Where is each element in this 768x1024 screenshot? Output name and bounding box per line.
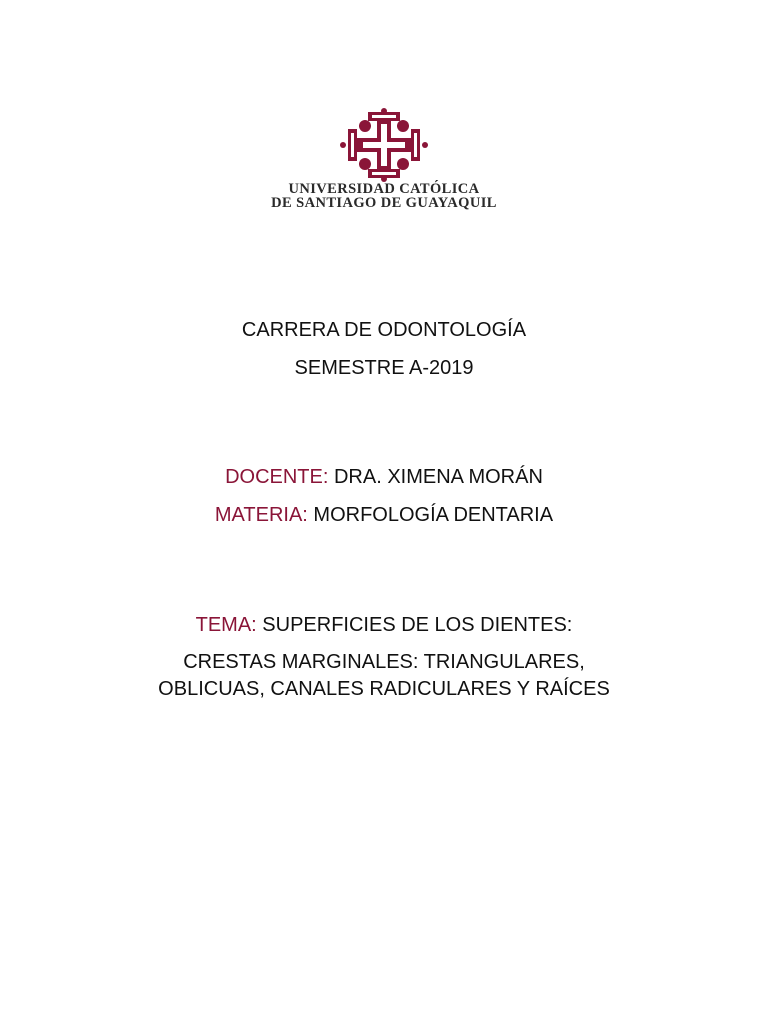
career-title: CARRERA DE ODONTOLOGÍA bbox=[241, 319, 527, 341]
docente-line bbox=[0, 465, 768, 489]
semester-title: SEMESTRE A-2019 bbox=[294, 357, 474, 379]
materia-line bbox=[0, 503, 768, 527]
university-name-line2: DE SANTIAGO DE GUAYAQUIL bbox=[271, 195, 497, 211]
materia-value: MORFOLOGÍA DENTARIA bbox=[313, 504, 554, 526]
tema-label: TEMA: bbox=[195, 614, 257, 636]
tema-line-2: CRESTAS MARGINALES: TRIANGULARES, bbox=[183, 651, 585, 673]
tema-line-3: OBLICUAS, CANALES RADICULARES Y RAÍCES bbox=[158, 678, 610, 700]
docente-value: DRA. XIMENA MORÁN bbox=[333, 466, 543, 488]
tema-line bbox=[0, 613, 768, 637]
university-name-line1: UNIVERSIDAD CATÓLICA bbox=[288, 181, 480, 197]
cross-emblem-icon bbox=[338, 108, 430, 182]
docente-label: DOCENTE: bbox=[225, 466, 329, 488]
university-logo bbox=[0, 108, 768, 210]
university-name bbox=[0, 182, 768, 210]
materia-label: MATERIA: bbox=[214, 504, 308, 526]
tema-value: SUPERFICIES DE LOS DIENTES: bbox=[262, 614, 573, 636]
